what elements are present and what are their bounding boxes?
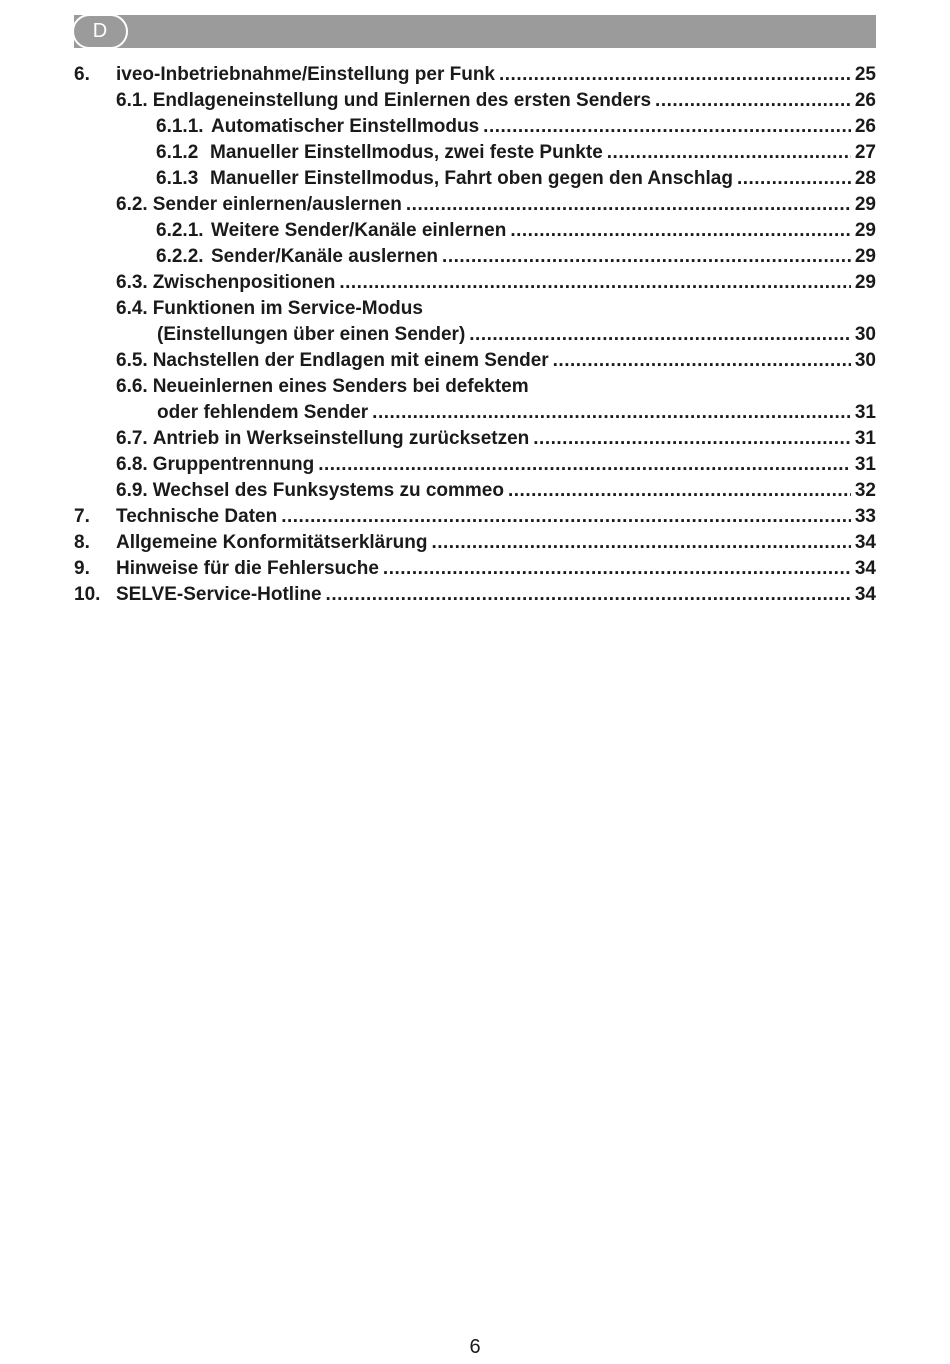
toc-entry[interactable] <box>0 374 950 400</box>
toc-entry-page: 27 <box>854 142 876 163</box>
toc-entry[interactable] <box>0 530 950 556</box>
toc-entry-title-continuation: (Einstellungen über einen Sender) <box>157 324 466 345</box>
toc-entry-number: 6.1. <box>116 90 148 111</box>
page-number: 6 <box>469 1336 481 1358</box>
toc-entry-number: 8. <box>74 532 90 553</box>
toc-entry-page: 29 <box>854 220 876 241</box>
toc-entry-number: 6.8. <box>116 454 148 475</box>
toc-entry-number: 7. <box>74 506 90 527</box>
toc-entry-line <box>116 296 423 322</box>
toc-entry-number: 6.1.3 <box>156 168 199 189</box>
toc-entry-line <box>116 374 529 400</box>
toc-entry-line <box>116 270 876 296</box>
toc-entry-title: Manueller Einstellmodus, zwei feste Punkte <box>210 142 603 163</box>
toc-entry[interactable] <box>0 62 950 88</box>
toc-entry-number: 6. <box>74 64 90 85</box>
toc-entry-title: Sender/Kanäle auslernen <box>211 246 439 267</box>
toc-entry-line <box>116 530 876 556</box>
toc-entry[interactable] <box>0 348 950 374</box>
toc-leader-dots <box>326 582 851 608</box>
toc-leader-dots <box>508 478 851 504</box>
toc-entry[interactable] <box>0 192 950 218</box>
toc-entry-page: 29 <box>854 272 876 293</box>
toc-entry[interactable] <box>0 296 950 322</box>
toc-entry-line <box>116 504 876 530</box>
toc-entry-title: SELVE-Service-Hotline <box>116 584 322 605</box>
toc-entry-continuation[interactable] <box>0 322 950 348</box>
toc-leader-dots <box>607 140 851 166</box>
toc-entry-title: Gruppentrennung <box>152 454 315 475</box>
toc-entry-title: Funktionen im Service-Modus <box>152 298 423 319</box>
toc-leader-dots <box>372 400 851 426</box>
toc-entry[interactable] <box>0 140 950 166</box>
toc-leader-dots <box>553 348 851 374</box>
toc-entry-title: Endlageneinstellung und Einlernen des ersten Senders <box>152 90 652 111</box>
toc-entry-page: 30 <box>854 350 876 371</box>
toc-entry-page: 26 <box>854 90 876 111</box>
toc-entry-title: Technische Daten <box>116 506 278 527</box>
toc-entry-page: 31 <box>854 454 876 475</box>
toc-leader-dots <box>442 244 851 270</box>
toc-entry-page: 34 <box>854 532 876 553</box>
toc-entry[interactable] <box>0 452 950 478</box>
toc-entry-title: Neueinlernen eines Senders bei defektem <box>152 376 529 397</box>
toc-entry-number: 9. <box>74 558 90 579</box>
toc-entry-title: Wechsel des Funksystems zu commeo <box>152 480 504 501</box>
toc-leader-dots <box>483 114 851 140</box>
toc-entry-title: Hinweise für die Fehlersuche <box>116 558 379 579</box>
toc-entry-line <box>211 244 876 270</box>
header-bar <box>74 15 876 48</box>
toc-entry-title-continuation: oder fehlendem Sender <box>157 402 369 423</box>
toc-leader-dots <box>318 452 851 478</box>
toc-entry-title: Zwischenpositionen <box>152 272 336 293</box>
toc-entry-number: 6.1.1. <box>156 116 204 137</box>
toc-entry-line <box>157 322 876 348</box>
toc-entry-title: Nachstellen der Endlagen mit einem Sender <box>152 350 549 371</box>
toc-entry[interactable] <box>0 218 950 244</box>
toc-entry-number: 6.4. <box>116 298 148 319</box>
toc-entry-line <box>211 114 876 140</box>
toc-entry[interactable] <box>0 166 950 192</box>
toc-entry-page: 25 <box>854 64 876 85</box>
toc-entry[interactable] <box>0 582 950 608</box>
toc-entry-number: 10. <box>74 584 101 605</box>
toc-entry-line <box>116 582 876 608</box>
toc-entry[interactable] <box>0 244 950 270</box>
toc-entry-line <box>116 426 876 452</box>
toc-entry-title: iveo-Inbetriebnahme/Einstellung per Funk <box>116 64 495 85</box>
toc-entry-line <box>116 348 876 374</box>
toc-entry-page: 31 <box>854 402 876 423</box>
toc-leader-dots <box>737 166 851 192</box>
toc-entry[interactable] <box>0 114 950 140</box>
toc-entry-page: 29 <box>854 194 876 215</box>
toc-leader-dots <box>281 504 851 530</box>
toc-leader-dots <box>383 556 851 582</box>
toc-entry-line <box>210 140 876 166</box>
toc-entry-page: 26 <box>854 116 876 137</box>
toc-leader-dots <box>469 322 851 348</box>
toc-entry-number: 6.9. <box>116 480 148 501</box>
toc-entry-number: 6.3. <box>116 272 148 293</box>
toc-entry-page: 34 <box>854 558 876 579</box>
toc-entry-line <box>210 166 876 192</box>
toc-entry-number: 6.6. <box>116 376 148 397</box>
toc-entry-continuation[interactable] <box>0 400 950 426</box>
toc-entry-page: 28 <box>854 168 876 189</box>
toc-entry-line <box>157 400 876 426</box>
toc-entry-page: 30 <box>854 324 876 345</box>
toc-entry-number: 6.2.2. <box>156 246 204 267</box>
toc-entry-title: Manueller Einstellmodus, Fahrt oben gegen den Anschlag <box>210 168 733 189</box>
toc-entry[interactable] <box>0 556 950 582</box>
toc-leader-dots <box>499 62 851 88</box>
toc-entry-page: 31 <box>854 428 876 449</box>
toc-entry[interactable] <box>0 426 950 452</box>
toc-entry-number: 6.2. <box>116 194 148 215</box>
toc-entry-number: 6.7. <box>116 428 148 449</box>
language-tab: D <box>72 14 128 49</box>
toc-entry-number: 6.5. <box>116 350 148 371</box>
toc-entry-line <box>116 88 876 114</box>
toc-entry-page: 33 <box>854 506 876 527</box>
toc-entry-title: Allgemeine Konformitätserklärung <box>116 532 428 553</box>
toc-entry[interactable] <box>0 478 950 504</box>
toc-leader-dots <box>406 192 851 218</box>
toc-entry-line <box>116 556 876 582</box>
toc-entry-title: Automatischer Einstellmodus <box>211 116 480 137</box>
toc-entry[interactable] <box>0 270 950 296</box>
toc-entry-page: 34 <box>854 584 876 605</box>
toc-leader-dots <box>510 218 851 244</box>
toc-entry-title: Weitere Sender/Kanäle einlernen <box>211 220 507 241</box>
toc-entry-line <box>116 452 876 478</box>
toc-entry-line <box>211 218 876 244</box>
toc-entry-line <box>116 478 876 504</box>
toc-entry-line <box>116 192 876 218</box>
toc-leader-dots <box>339 270 851 296</box>
toc-entry-number: 6.1.2 <box>156 142 199 163</box>
toc-entry[interactable] <box>0 88 950 114</box>
toc-leader-dots <box>655 88 851 114</box>
toc-entry-title: Antrieb in Werkseinstellung zurücksetzen <box>152 428 530 449</box>
toc-leader-dots <box>533 426 851 452</box>
toc-leader-dots <box>431 530 850 556</box>
toc-entry[interactable] <box>0 504 950 530</box>
toc-entry-number: 6.2.1. <box>156 220 204 241</box>
toc-entry-title: Sender einlernen/auslernen <box>152 194 402 215</box>
toc-entry-page: 29 <box>854 246 876 267</box>
toc-entry-page: 32 <box>854 480 876 501</box>
toc-entry-line <box>116 62 876 88</box>
